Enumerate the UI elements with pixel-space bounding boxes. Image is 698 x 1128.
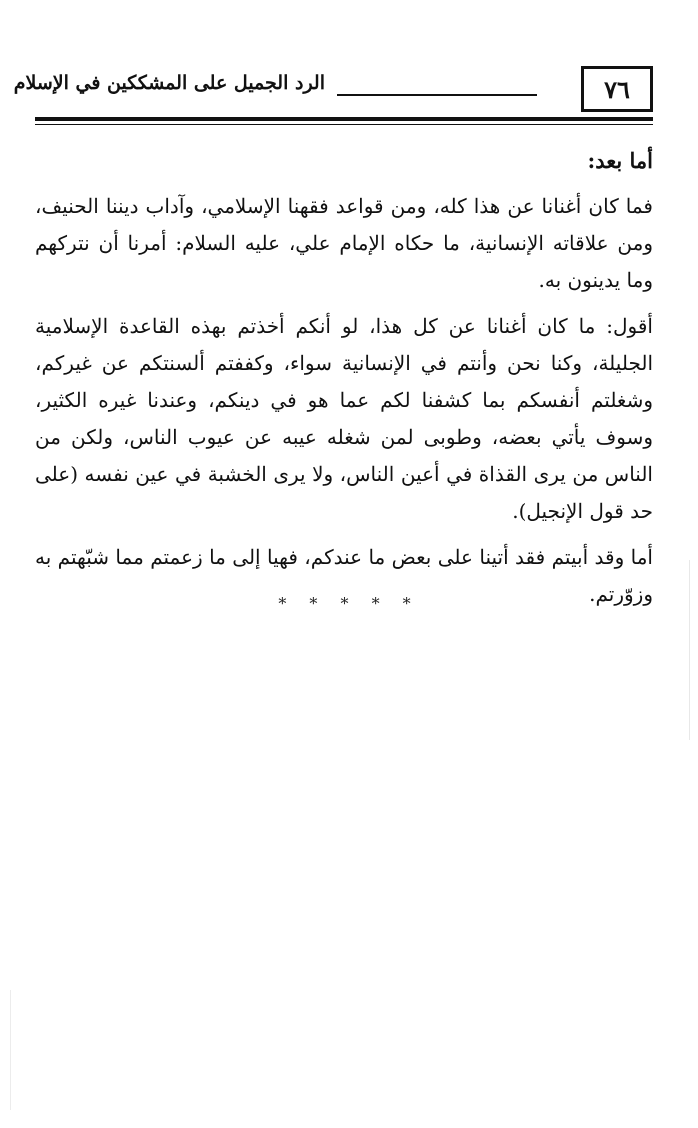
header-rule-thin — [35, 124, 653, 125]
paragraph: أما وقد أبيتم فقد أتينا على بعض ما عندكم، فهيا إلى ما زعمتم مما شبّهتم به وزوّرتم. — [35, 545, 653, 606]
header-rule-thick — [35, 117, 653, 121]
running-title: الرد الجميل على المشككين في الإسلام — [13, 72, 325, 94]
section-separator: * * * * * — [278, 594, 420, 613]
section-heading: أما بعد: — [587, 148, 653, 173]
scan-artifact — [10, 990, 11, 1110]
page-number: ٧٦ — [581, 66, 653, 112]
paragraph: فما كان أغنانا عن هذا كله، ومن قواعد فقهنا الإسلامي، وآداب ديننا الحنيف، ومن علاقاته الإنسانية، ما حكاه الإمام علي، عليه السلام: أمرنا أن نتركهم وما يدينون به. — [35, 194, 653, 292]
body-text — [35, 142, 653, 622]
header-dash-line — [337, 94, 537, 96]
scan-artifact — [689, 560, 690, 740]
page-header — [13, 66, 653, 118]
paragraph: أقول: ما كان أغنانا عن كل هذا، لو أنكم أخذتم بهذه القاعدة الإسلامية الجليلة، وكنا نحن وأنتم في الإنسانية سواء، وكففتم ألسنتكم عن غيركم، وشغلتم أنفسكم بما كشفنا لكم عما هو في دينكم، وعندنا غيره الكثير، وسوف يأتي بعضه، وطوبى لمن شغله عيبه عن عيوب الناس، ولكن من الناس من يرى القذاة في أعين الناس، ولا يرى الخشبة في عين نفسه (على حد قول الإنجيل). — [35, 314, 653, 523]
